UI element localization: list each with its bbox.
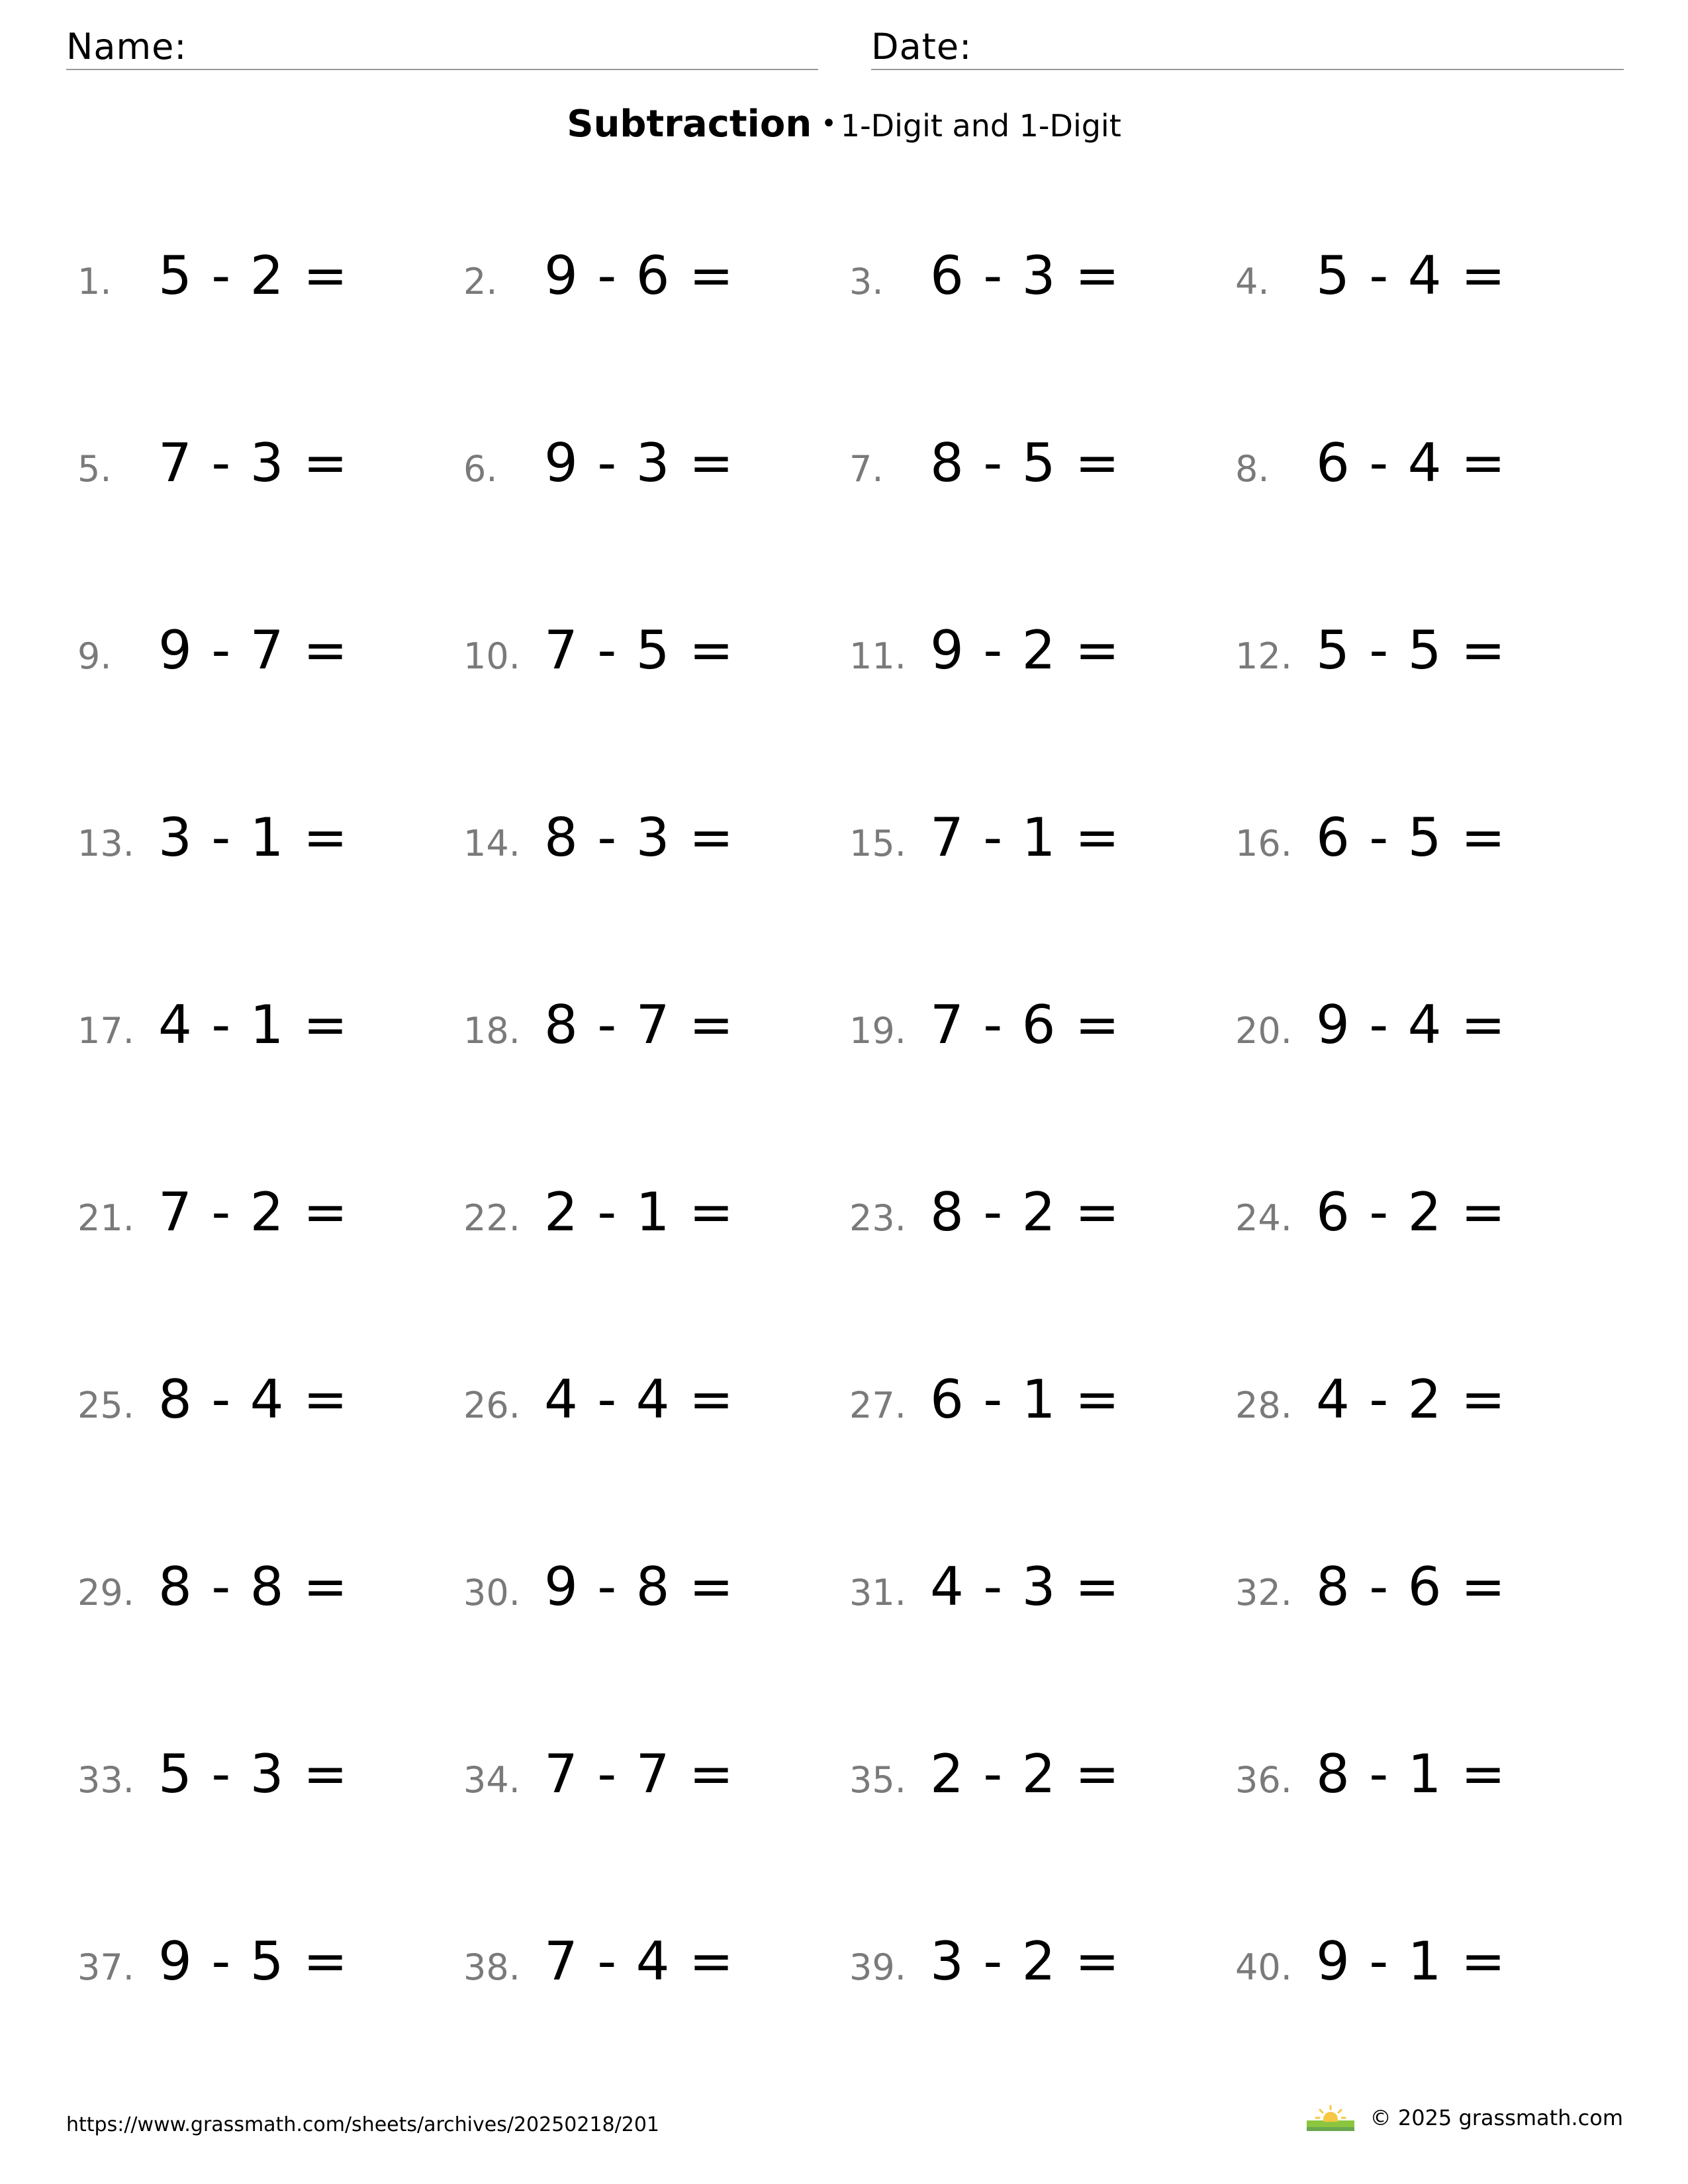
problem-item [1235,619,1507,681]
problem-item [77,1931,349,1992]
problem-number: 1. [77,261,112,302]
problem-expression: 3 - 2 = [930,1931,1121,1992]
problem-expression: 9 - 3 = [544,432,735,494]
problem-expression: 9 - 8 = [544,1556,735,1617]
footer-brand [1307,2102,1623,2134]
problem-number: 6. [463,448,498,490]
problem-expression: 7 - 4 = [544,1931,735,1992]
problem-expression: 8 - 4 = [158,1369,349,1430]
date-field[interactable] [871,24,1624,70]
title-subtitle: 1-Digit and 1-Digit [840,108,1121,144]
problem-expression: 8 - 7 = [544,994,735,1056]
problem-expression: 9 - 1 = [1316,1931,1507,1992]
problem-item [1235,1181,1507,1243]
problem-item [77,1181,349,1243]
problem-expression: 7 - 7 = [544,1743,735,1805]
problem-expression: 5 - 2 = [158,245,349,306]
problem-expression: 9 - 6 = [544,245,735,306]
problem-number: 18. [463,1010,520,1052]
problem-item [463,1556,735,1617]
problem-expression: 4 - 1 = [158,994,349,1056]
problem-number: 16. [1235,823,1292,864]
problem-expression: 6 - 1 = [930,1369,1121,1430]
problem-item [77,1556,349,1617]
problem-number: 31. [849,1572,906,1614]
problem-number: 33. [77,1759,134,1801]
problem-number: 40. [1235,1946,1292,1988]
problem-number: 11. [849,635,906,677]
problem-expression: 7 - 2 = [158,1181,349,1243]
problem-number: 14. [463,823,520,864]
problem-expression: 6 - 3 = [930,245,1121,306]
problem-number: 36. [1235,1759,1292,1801]
title-bullet: • [821,109,837,139]
problem-expression: 6 - 2 = [1316,1181,1507,1243]
problem-number: 7. [849,448,884,490]
problem-expression: 4 - 2 = [1316,1369,1507,1430]
problem-item [849,994,1121,1056]
problem-expression: 9 - 7 = [158,619,349,681]
problem-item [849,1556,1121,1617]
problem-number: 12. [1235,635,1292,677]
footer-url: https://www.grassmath.com/sheets/archives/20250218/201 [66,2113,660,2136]
problem-expression: 3 - 1 = [158,807,349,868]
problem-item [463,807,735,868]
problem-number: 8. [1235,448,1270,490]
problem-number: 35. [849,1759,906,1801]
problem-number: 38. [463,1946,520,1988]
problem-number: 15. [849,823,906,864]
problem-item [849,1743,1121,1805]
problem-number: 27. [849,1385,906,1426]
problem-expression: 5 - 3 = [158,1743,349,1805]
problem-expression: 5 - 4 = [1316,245,1507,306]
problem-number: 30. [463,1572,520,1614]
problem-number: 29. [77,1572,134,1614]
footer-copyright: © 2025 grassmath.com [1370,2105,1623,2130]
problem-expression: 6 - 5 = [1316,807,1507,868]
problem-number: 19. [849,1010,906,1052]
problem-expression: 9 - 4 = [1316,994,1507,1056]
problem-item [849,1931,1121,1992]
problem-expression: 5 - 5 = [1316,619,1507,681]
problem-item [1235,432,1507,494]
problem-expression: 6 - 4 = [1316,432,1507,494]
problem-item [463,432,735,494]
problem-number: 17. [77,1010,134,1052]
problem-item [1235,245,1507,306]
problem-expression: 2 - 2 = [930,1743,1121,1805]
problem-number: 37. [77,1946,134,1988]
problem-item [463,245,735,306]
problem-expression: 8 - 8 = [158,1556,349,1617]
problem-number: 3. [849,261,884,302]
problem-expression: 8 - 5 = [930,432,1121,494]
problem-item [1235,1369,1507,1430]
problem-expression: 7 - 6 = [930,994,1121,1056]
problem-expression: 9 - 2 = [930,619,1121,681]
problem-expression: 7 - 3 = [158,432,349,494]
problem-number: 13. [77,823,134,864]
title-main: Subtraction [567,103,812,146]
problem-item [849,807,1121,868]
problem-item [1235,1931,1507,1992]
problem-number: 26. [463,1385,520,1426]
problem-item [77,994,349,1056]
problem-grid [0,245,1688,2138]
problem-expression: 9 - 5 = [158,1931,349,1992]
problem-item [463,1181,735,1243]
problem-expression: 7 - 5 = [544,619,735,681]
problem-expression: 8 - 2 = [930,1181,1121,1243]
problem-item [463,619,735,681]
problem-expression: 7 - 1 = [930,807,1121,868]
problem-number: 28. [1235,1385,1292,1426]
problem-number: 22. [463,1197,520,1239]
worksheet-title [0,103,1688,146]
problem-item [1235,994,1507,1056]
problem-number: 25. [77,1385,134,1426]
problem-item [77,1369,349,1430]
problem-expression: 4 - 4 = [544,1369,735,1430]
problem-expression: 4 - 3 = [930,1556,1121,1617]
problem-number: 4. [1235,261,1270,302]
problem-number: 5. [77,448,112,490]
problem-expression: 8 - 1 = [1316,1743,1507,1805]
name-field[interactable] [66,24,818,70]
problem-item [77,619,349,681]
problem-item [463,994,735,1056]
problem-item [463,1369,735,1430]
problem-item [77,245,349,306]
problem-item [849,1369,1121,1430]
problem-number: 32. [1235,1572,1292,1614]
problem-number: 21. [77,1197,134,1239]
name-label: Name: [66,26,187,68]
problem-item [77,432,349,494]
problem-item [849,245,1121,306]
problem-number: 10. [463,635,520,677]
problem-number: 34. [463,1759,520,1801]
problem-number: 24. [1235,1197,1292,1239]
problem-item [1235,1556,1507,1617]
problem-expression: 2 - 1 = [544,1181,735,1243]
problem-item [849,1181,1121,1243]
date-label: Date: [871,26,972,68]
problem-item [849,432,1121,494]
problem-item [1235,807,1507,868]
problem-item [1235,1743,1507,1805]
problem-number: 9. [77,635,112,677]
problem-item [463,1931,735,1992]
problem-expression: 8 - 3 = [544,807,735,868]
problem-number: 2. [463,261,498,302]
problem-item [77,807,349,868]
problem-number: 20. [1235,1010,1292,1052]
problem-item [463,1743,735,1805]
problem-item [77,1743,349,1805]
grass-sun-logo-icon [1307,2102,1354,2134]
problem-number: 39. [849,1946,906,1988]
problem-expression: 8 - 6 = [1316,1556,1507,1617]
problem-number: 23. [849,1197,906,1239]
problem-item [849,619,1121,681]
